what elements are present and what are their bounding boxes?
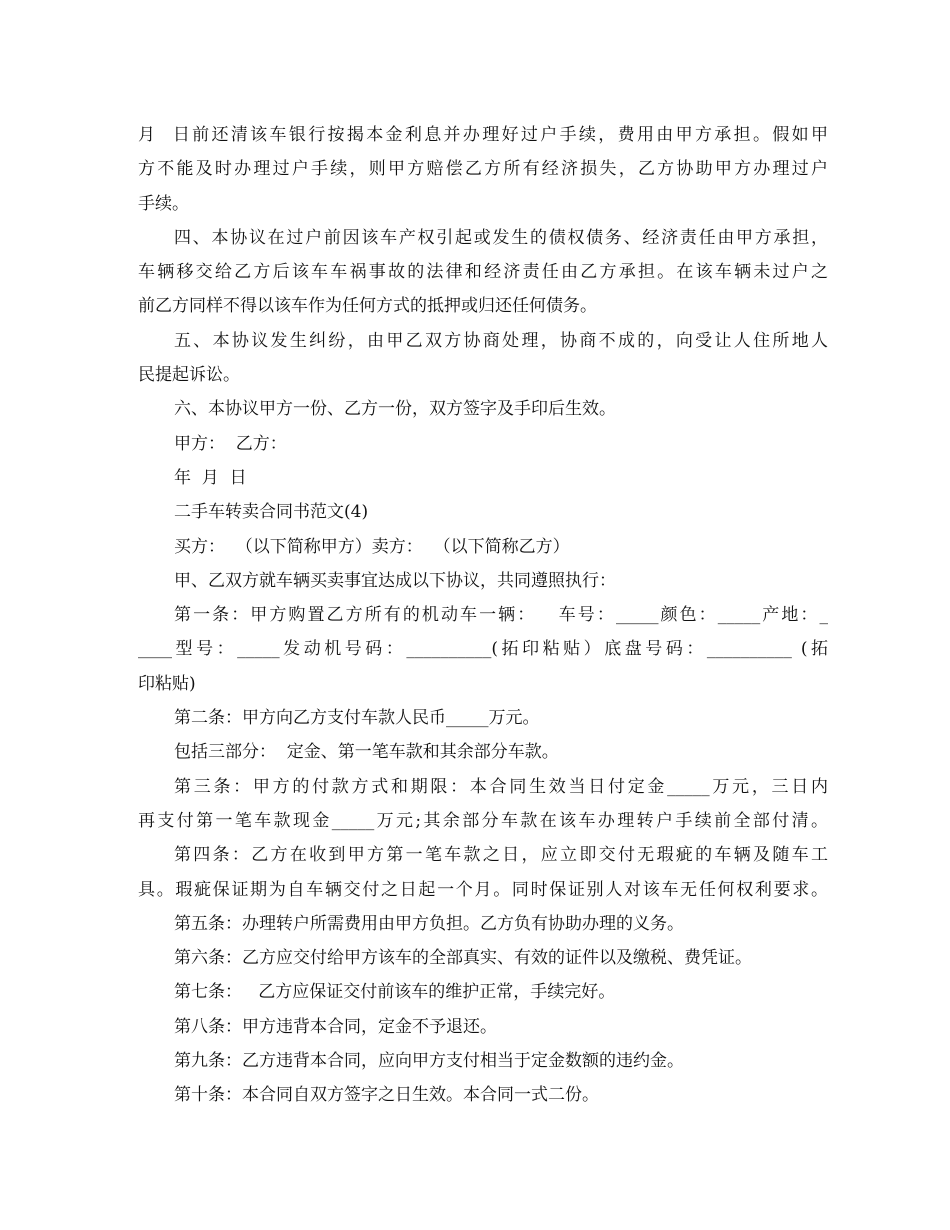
clause-five: 五、本协议发生纠纷，由甲乙双方协商处理，协商不成的，向受让人住所地人	[174, 330, 828, 351]
signature-parties: 甲方： 乙方：	[174, 433, 287, 454]
agreement-intro: 甲、乙双方就车辆买卖事宜达成以下协议，共同遵照执行：	[174, 570, 616, 591]
clause-four: 四、本协议在过户前因该车产权引起或发生的债权债务、经济责任由甲方承担，	[174, 227, 828, 248]
article-eight: 第八条：甲方违背本合同，定金不予退还。	[174, 1016, 497, 1037]
text-line: 包括三部分： 定金、第一笔车款和其余部分车款。	[174, 742, 559, 763]
text-line: 再支付第一笔车款现金_____万元;其余部分车款在该车办理转户手续前全部付清。	[138, 810, 828, 831]
text-line: 车辆移交给乙方后该车车祸事故的法律和经济责任由乙方承担。在该车辆未过户之	[138, 262, 828, 283]
article-four: 第四条：乙方在收到甲方第一笔车款之日，应立即交付无瑕疵的车辆及随车工	[174, 845, 828, 866]
text-line: 民提起诉讼。	[138, 365, 240, 386]
article-five: 第五条：办理转户所需费用由甲方负担。乙方负有协助办理的义务。	[174, 913, 684, 934]
text-line: 手续。	[138, 193, 189, 214]
article-ten: 第十条：本合同自双方签字之日生效。本合同一式二份。	[174, 1085, 599, 1106]
text-line: 印粘贴)	[138, 673, 196, 694]
article-seven: 第七条： 乙方应保证交付前该车的维护正常，手续完好。	[174, 982, 616, 1003]
section-title: 二手车转卖合同书范文(4)	[174, 502, 369, 523]
article-six: 第六条：乙方应交付给甲方该车的全部真实、有效的证件以及缴税、费凭证。	[174, 948, 752, 969]
text-line: 方不能及时办理过户手续，则甲方赔偿乙方所有经济损失，乙方协助甲方办理过户	[138, 159, 828, 180]
article-one: 第一条：甲方购置乙方所有的机动车一辆： 车号：_____颜色：_____产地：_	[174, 605, 828, 626]
text-line: ____型号：_____发动机号码：__________(拓印粘贴）底盘号码：__________ (拓	[138, 639, 828, 660]
text-line: 月 日前还清该车银行按揭本金利息并办理好过户手续，费用由甲方承担。假如甲	[138, 125, 828, 145]
signature-date: 年 月 日	[174, 467, 247, 488]
article-nine: 第九条：乙方违背本合同，应向甲方支付相当于定金数额的违约金。	[174, 1051, 684, 1072]
parties-line: 买方： （以下简称甲方）卖方： （以下简称乙方）	[174, 536, 570, 557]
clause-six: 六、本协议甲方一份、乙方一份，双方签字及手印后生效。	[174, 399, 616, 420]
text-line: 前乙方同样不得以该车作为任何方式的抵押或归还任何债务。	[138, 296, 597, 317]
article-three: 第三条：甲方的付款方式和期限：本合同生效当日付定金_____万元，三日内	[174, 776, 828, 797]
text-line: 具。瑕疵保证期为自车辆交付之日起一个月。同时保证别人对该车无任何权利要求。	[138, 879, 828, 900]
contract-text	[138, 118, 828, 1113]
article-two: 第二条：甲方向乙方支付车款人民币_____万元。	[174, 708, 540, 729]
